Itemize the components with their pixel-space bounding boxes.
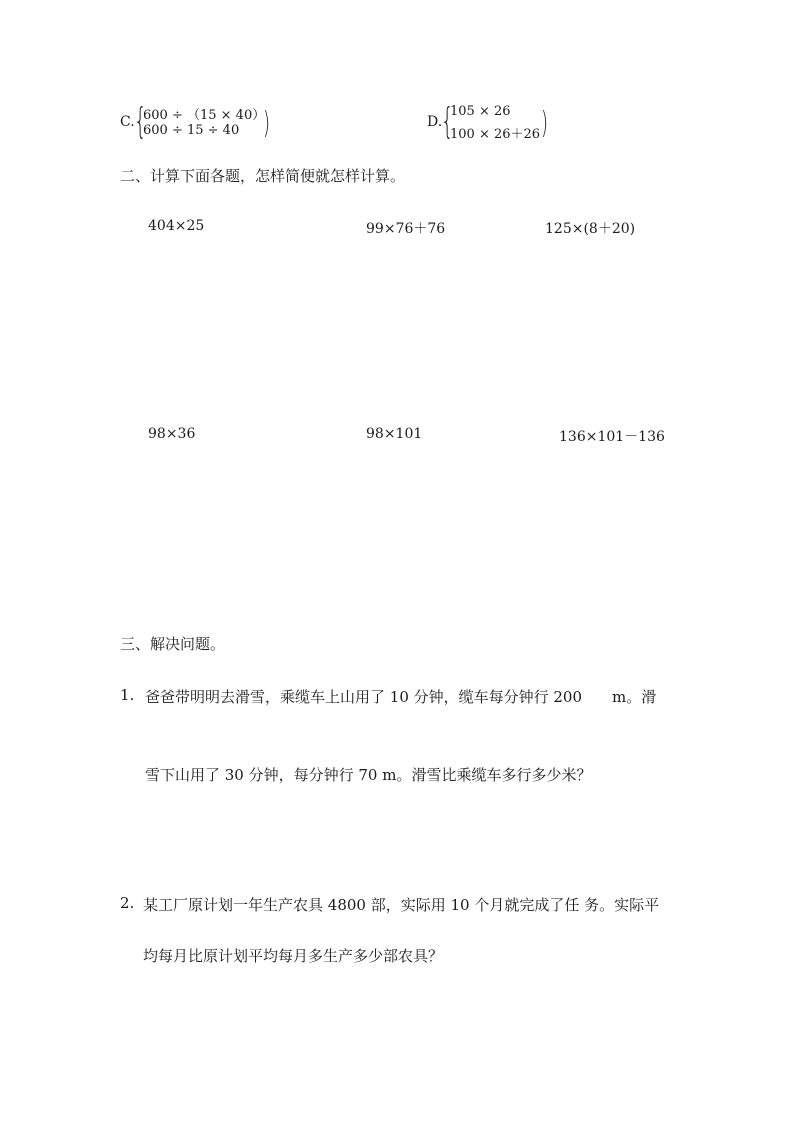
- expression-6: 136×101－136: [559, 429, 665, 445]
- problem2-line1: 某工厂原计划一年生产农具 4800 部，实际用 10 个月就完成了任 务。实际平: [143, 896, 660, 914]
- expression-3: 125×(8＋20): [545, 221, 636, 237]
- expression-4: 98×36: [148, 426, 196, 442]
- option-c: [120, 101, 300, 144]
- option-d: [427, 101, 577, 144]
- option-c-line1: 600 ÷ （15 × 40）: [143, 108, 266, 123]
- problem2-number: 2.: [120, 894, 135, 912]
- expression-1: 404×25: [148, 218, 205, 234]
- problem1-line1: 爸爸带明明去滑雪，乘缆车上山用了 10 分钟，缆车每分钟行 200 m。滑: [145, 688, 657, 706]
- option-c-line2: 600 ÷ 15 ÷ 40: [143, 123, 240, 138]
- left-brace-icon: {: [134, 101, 147, 142]
- option-d-letter: D.: [427, 114, 443, 130]
- right-paren-icon: ): [263, 106, 271, 141]
- right-paren-icon: ): [541, 106, 549, 141]
- problem2-line2: 均每月比原计划平均每月多生产多少部农具？: [143, 947, 444, 965]
- option-d-line2: 100 × 26＋26: [450, 127, 541, 142]
- expression-2: 99×76＋76: [366, 221, 446, 237]
- option-c-letter: C.: [120, 114, 135, 130]
- left-brace-icon: {: [441, 101, 454, 142]
- problem1-line2: 雪下山用了 30 分钟，每分钟行 70 m。滑雪比乘缆车多行多少米？: [145, 766, 592, 784]
- problem1-number: 1.: [120, 686, 135, 704]
- option-d-line1: 105 × 26: [450, 104, 511, 119]
- section3-heading: 三、解决问题。: [120, 635, 226, 653]
- expression-5: 98×101: [366, 426, 423, 442]
- section2-heading: 二、计算下面各题，怎样简便就怎样计算。: [120, 167, 406, 185]
